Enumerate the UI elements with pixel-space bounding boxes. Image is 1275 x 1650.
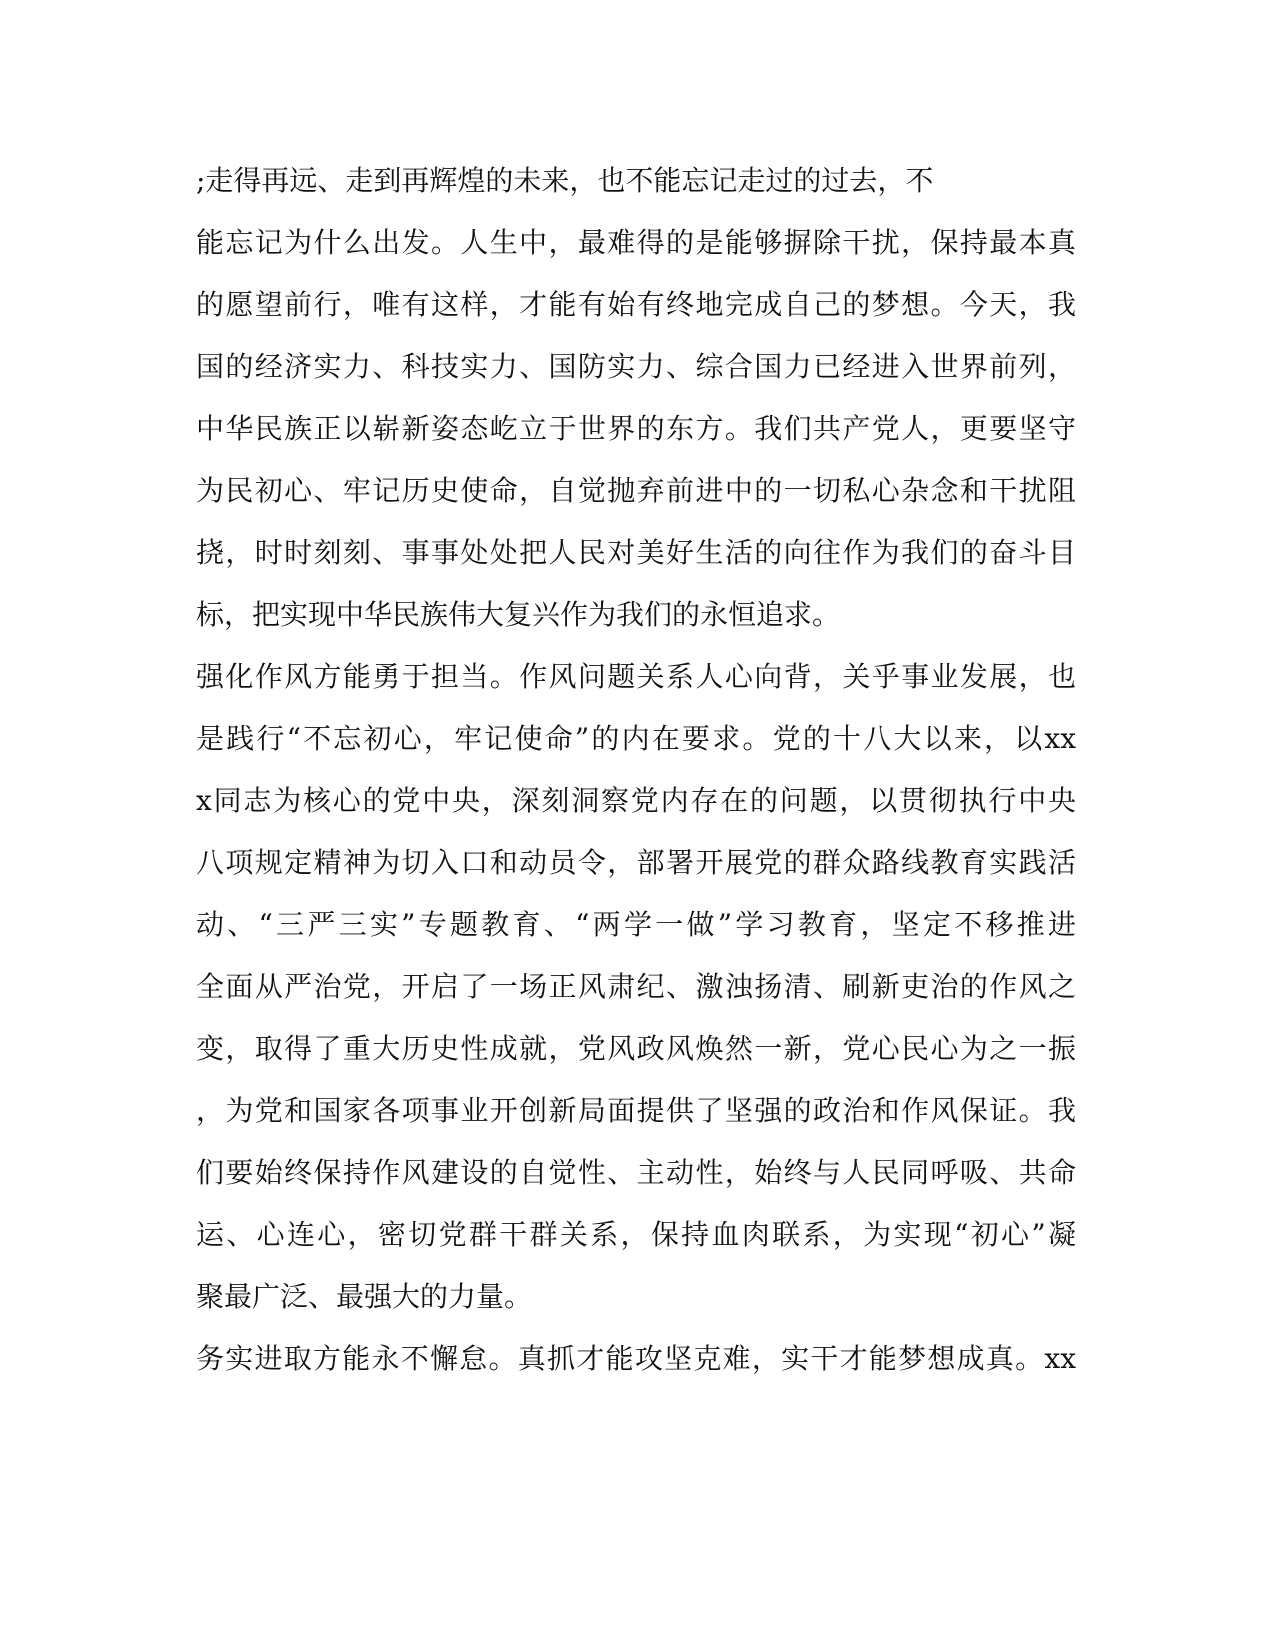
text-line: 中华民族正以崭新姿态屹立于世界的东方。我们共产党人，更要坚守 [196,412,1076,445]
text-line: ，为党和国家各项事业开创新局面提供了坚强的政治和作风保证。我 [196,1094,1076,1127]
text-line: 为民初心、牢记历史使命，自觉抛弃前进中的一切私心杂念和干扰阻 [196,474,1076,507]
text-line: 国的经济实力、科技实力、国防实力、综合国力已经进入世界前列， [196,350,1076,383]
text-line: 动、“三严三实”专题教育、“两学一做”学习教育，坚定不移推进 [196,908,1076,941]
text-line: 挠，时时刻刻、事事处处把人民对美好生活的向往作为我们的奋斗目 [196,536,1076,569]
text-line: 们要始终保持作风建设的自觉性、主动性，始终与人民同呼吸、共命 [196,1156,1076,1189]
text-line: x同志为核心的党中央，深刻洞察党内存在的问题，以贯彻执行中央 [196,784,1076,817]
text-line: 能忘记为什么出发。人生中，最难得的是能够摒除干扰，保持最本真 [196,226,1076,259]
text-line: 是践行“不忘初心，牢记使命”的内在要求。党的十八大以来，以xx [196,722,1076,755]
text-line: 运、心连心，密切党群干群关系，保持血肉联系，为实现“初心”凝 [196,1218,1076,1251]
text-line: 八项规定精神为切入口和动员令，部署开展党的群众路线教育实践活 [196,846,1076,879]
text-line: 变，取得了重大历史性成就，党风政风焕然一新，党心民心为之一振 [196,1032,1076,1065]
text-line: ;走得再远、走到再辉煌的未来，也不能忘记走过的过去，不 [196,164,934,197]
text-line: 全面从严治党，开启了一场正风肃纪、激浊扬清、刷新吏治的作风之 [196,970,1076,1003]
text-line: 的愿望前行，唯有这样，才能有始有终地完成自己的梦想。今天，我 [196,288,1076,321]
text-line: 标，把实现中华民族伟大复兴作为我们的永恒追求。 [196,598,841,631]
text-line: 强化作风方能勇于担当。作风问题关系人心向背，关乎事业发展，也 [196,660,1076,693]
text-line: 聚最广泛、最强大的力量。 [196,1280,533,1313]
text-line: 务实进取方能永不懈怠。真抓才能攻坚克难，实干才能梦想成真。xx [196,1342,1076,1375]
